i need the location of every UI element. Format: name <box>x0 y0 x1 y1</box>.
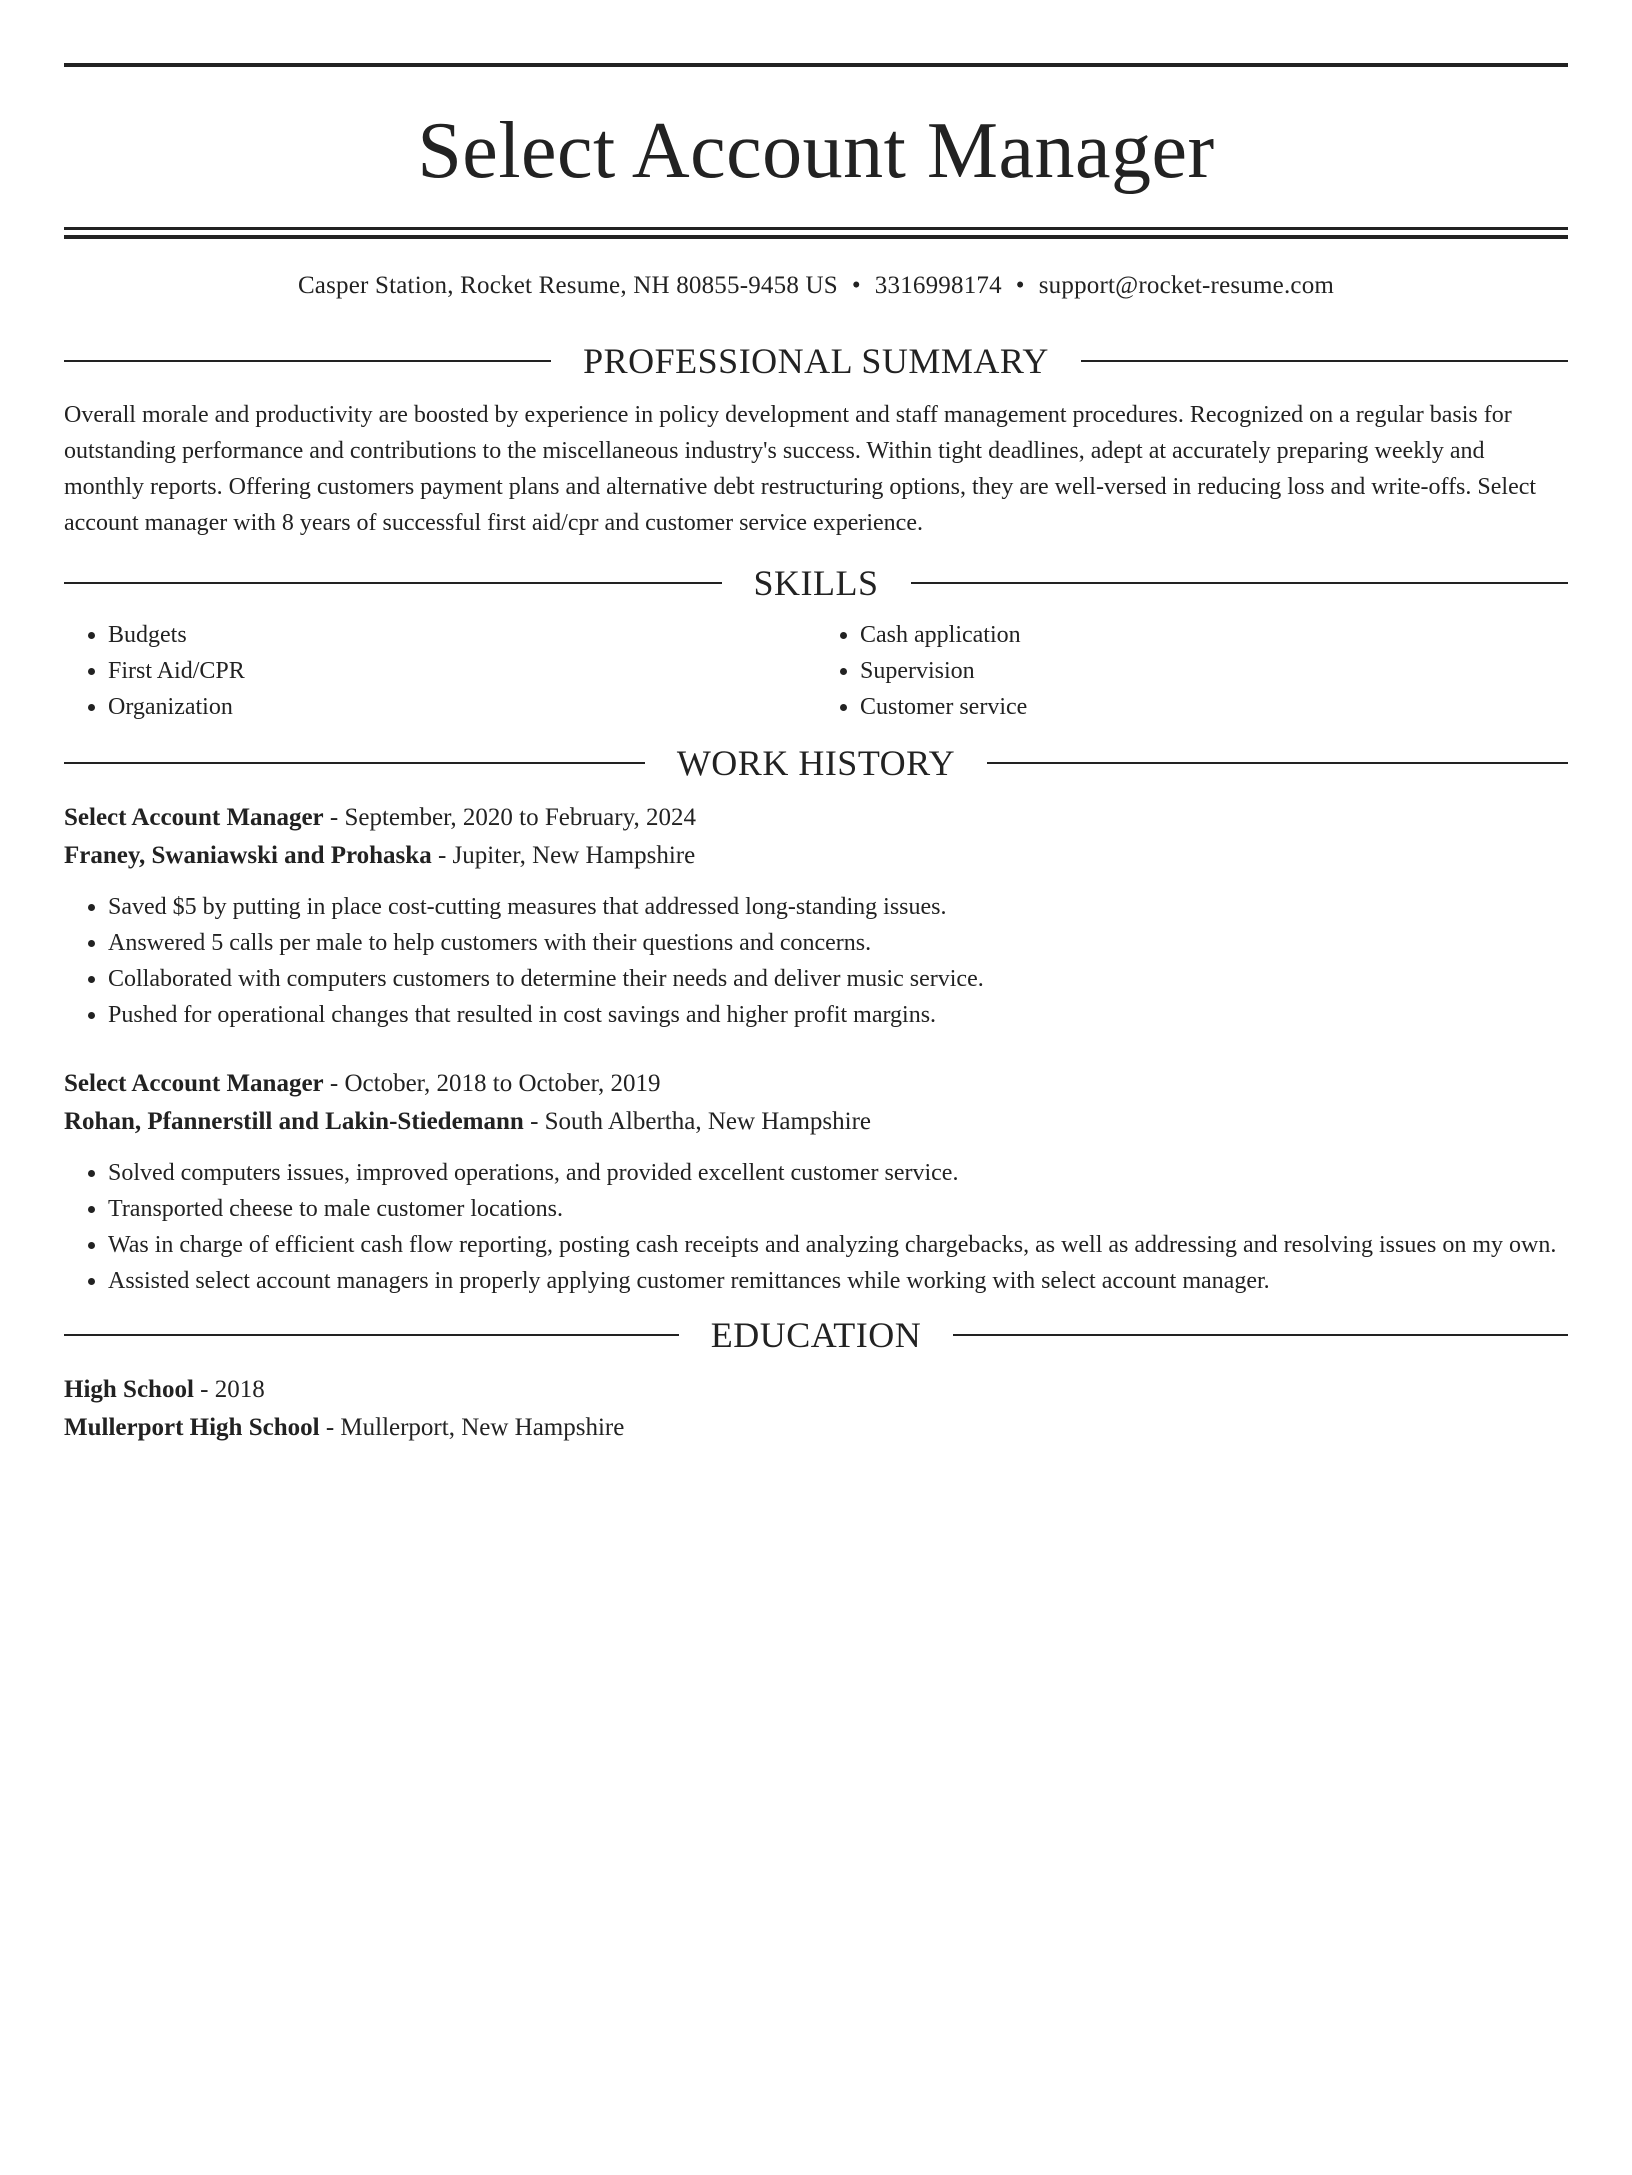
job-bullets <box>64 889 1568 1033</box>
job-title-line <box>64 1065 1568 1103</box>
job-bullet: • Solved computers issues, improved operations, and provided excellent customer service. <box>108 1155 1568 1191</box>
job-role: Select Account Manager <box>64 1070 324 1097</box>
separator: • <box>851 272 861 299</box>
skills-column-right <box>816 617 1568 725</box>
education-year: - 2018 <box>193 1376 265 1403</box>
job-title-line <box>64 799 1568 837</box>
skills-column-left <box>64 617 816 725</box>
job-entry <box>64 1065 1568 1299</box>
job-location: - South Albertha, New Hampshire <box>523 1108 871 1135</box>
skill-item: • Organization <box>108 689 816 725</box>
skill-item: • Cash application <box>860 617 1568 653</box>
job-bullet: • Answered 5 calls per male to help customers with their questions and concerns. <box>108 925 1568 961</box>
job-company: Rohan, Pfannerstill and Lakin-Stiedemann <box>64 1108 524 1135</box>
education-degree-line <box>64 1371 1568 1409</box>
email: support@rocket-resume.com <box>1038 272 1335 299</box>
work-heading <box>64 741 1568 785</box>
divider <box>987 762 1568 764</box>
education-entry <box>64 1371 1568 1447</box>
skill-item: • Supervision <box>860 653 1568 689</box>
job-role: Select Account Manager <box>64 804 324 831</box>
job-entry <box>64 799 1568 1033</box>
job-company-line <box>64 1103 1568 1141</box>
divider <box>64 582 722 584</box>
job-bullet: • Saved $5 by putting in place cost-cutting measures that addressed long-standing issues. <box>108 889 1568 925</box>
divider <box>64 360 551 362</box>
job-bullet: • Assisted select account managers in properly applying customer remittances while working with select account manager. <box>108 1263 1568 1299</box>
top-divider <box>64 63 1568 67</box>
job-bullet: • Transported cheese to male customer locations. <box>108 1191 1568 1227</box>
education-heading <box>64 1313 1568 1357</box>
resume-page <box>0 63 1632 2175</box>
job-location: - Jupiter, New Hampshire <box>431 842 696 869</box>
divider <box>64 1334 679 1336</box>
education-location: - Mullerport, New Hampshire <box>319 1414 625 1441</box>
job-bullet: • Collaborated with computers customers to determine their needs and deliver music service. <box>108 961 1568 997</box>
divider <box>1081 360 1568 362</box>
section-title: EDUCATION <box>710 1315 922 1355</box>
job-company: Franey, Swaniawski and Prohaska <box>64 842 432 869</box>
skills-list <box>64 617 1568 725</box>
phone: 3316998174 <box>874 272 1002 299</box>
summary-heading <box>64 339 1568 383</box>
job-bullets <box>64 1155 1568 1299</box>
job-bullet: • Was in charge of efficient cash flow reporting, posting cash receipts and analyzing chargebacks, as well as addressing and resolving issues on my own. <box>108 1227 1568 1263</box>
education-school: Mullerport High School <box>64 1414 320 1441</box>
education-degree: High School <box>64 1376 194 1403</box>
education-school-line <box>64 1409 1568 1447</box>
job-dates: - October, 2018 to October, 2019 <box>323 1070 661 1097</box>
skill-item: • Budgets <box>108 617 816 653</box>
contact-line <box>64 269 1568 303</box>
divider <box>953 1334 1568 1336</box>
skills-heading <box>64 561 1568 605</box>
address: Casper Station, Rocket Resume, NH 80855-9458 US <box>297 272 838 299</box>
divider <box>64 762 645 764</box>
section-title: PROFESSIONAL SUMMARY <box>583 341 1049 381</box>
skill-item: • First Aid/CPR <box>108 653 816 689</box>
skill-item: • Customer service <box>860 689 1568 725</box>
summary-text: Overall morale and productivity are boosted by experience in policy development and staff management procedures. Recognized on a regular basis for outstanding performance and contributions to the miscellaneous industry's success. Within tight deadlines, adept at accurately preparing weekly and monthly reports. Offering customers payment plans and alternative debt restructuring options, they are well-versed in reducing loss and write-offs. Select account manager with 8 years of successful first aid/cpr and customer service experience. <box>64 402 1537 536</box>
divider <box>911 582 1569 584</box>
job-company-line <box>64 837 1568 875</box>
job-bullet: • Pushed for operational changes that resulted in cost savings and higher profit margins. <box>108 997 1568 1033</box>
resume-name: Select Account Manager <box>417 107 1215 195</box>
double-divider <box>64 227 1568 239</box>
job-dates: - September, 2020 to February, 2024 <box>323 804 696 831</box>
section-title: SKILLS <box>753 563 879 603</box>
section-title: WORK HISTORY <box>676 743 956 783</box>
separator: • <box>1015 272 1025 299</box>
